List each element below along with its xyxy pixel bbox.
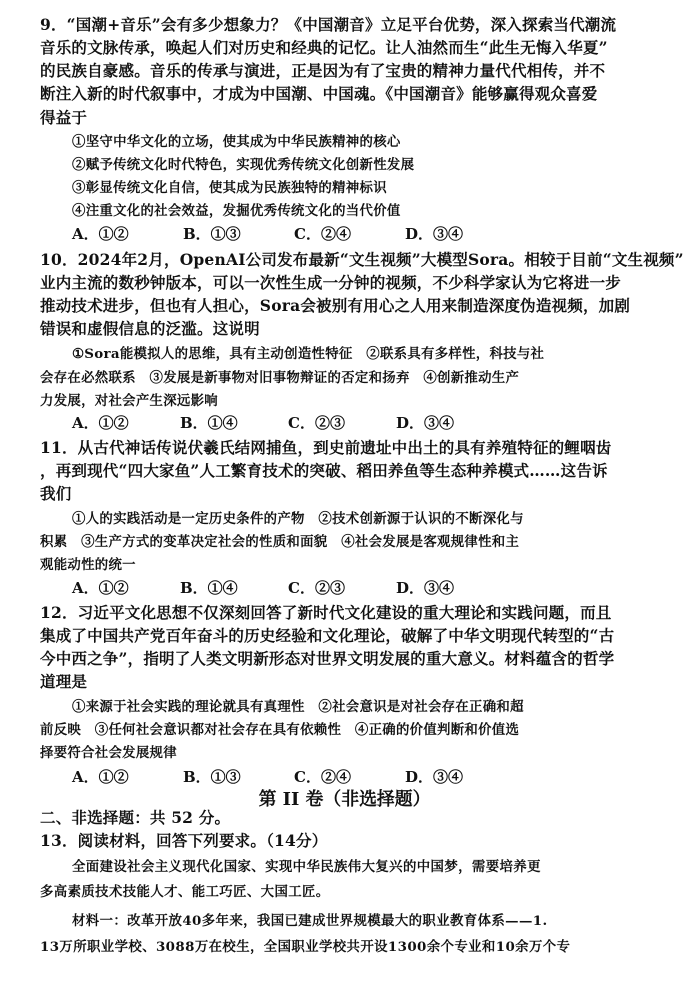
q12-stem-line-1: 12．习近平文化思想不仅深刻回答了新时代文化建设的重大理论和实践问题，而且 <box>40 603 612 622</box>
q13-material-line-3: 材料一：改革开放40多年来，我国已建成世界规模最大的职业教育体系——1. <box>72 913 548 929</box>
q11-stem-line-3: 我们 <box>40 484 72 503</box>
q13-prompt: 13．阅读材料，回答下列要求。（14分） <box>40 831 328 850</box>
q9-stem-line-3: 的民族自豪感。音乐的传承与演进，正是因为有了宝贵的精神力量代代相传，并不 <box>40 61 606 80</box>
q9-stem-line-1: 9．“国潮+音乐”会有多少想象力？《中国潮音》立足平台优势，深入探索当代潮流 <box>40 15 617 34</box>
q11-options-line-3: 观能动性的统一 <box>40 557 136 573</box>
q12-answer-d[interactable]: D．③④ <box>405 768 464 786</box>
q12-stem-line-3: 今中西之争”，指明了人类文明新形态对世界文明发展的重大意义。材料蕴含的哲学 <box>40 649 615 668</box>
q13-material-line-2: 多高素质技术技能人才、能工巧匠、大国工匠。 <box>40 884 330 900</box>
q11-stem-line-1: 11．从古代神话传说伏羲氏结网捕鱼，到史前遗址中出土的具有养殖特征的鲤咽齿 <box>40 438 612 457</box>
q11-answer-a[interactable]: A．①② <box>72 579 129 597</box>
q9-stem-line-2: 音乐的文脉传承，唤起人们对历史和经典的记忆。让人油然而生“此生无悔入华夏” <box>40 38 608 57</box>
q10-options-line-2: 会存在必然联系 ③发展是新事物对旧事物辩证的否定和扬弃 ④创新推动生产 <box>40 370 520 386</box>
q10-answer-d[interactable]: D．③④ <box>396 414 455 432</box>
q12-options-line-2: 前反映 ③任何社会意识都对社会存在具有依赖性 ④正确的价值判断和价值选 <box>40 722 520 738</box>
q12-stem-line-2: 集成了中国共产党百年奋斗的历史经验和文化理论，破解了中华文明现代转型的“古 <box>40 626 615 645</box>
q10-stem-line-1: 10．2024年2月，OpenAI公司发布最新“文生视频”大模型Sora。相较于目前“文生视频” <box>40 250 684 269</box>
q9-answer-row <box>72 223 463 244</box>
q12-answer-b[interactable]: B．①③ <box>183 768 241 786</box>
q9-answer-a[interactable]: A．①② <box>72 225 129 243</box>
q11-answer-c[interactable]: C．②③ <box>288 579 345 597</box>
q10-answer-b[interactable]: B．①④ <box>180 414 238 432</box>
q11-options-line-2: 积累 ③生产方式的变革决定社会的性质和面貌 ④社会发展是客观规律性和主 <box>40 534 520 550</box>
q12-stem-line-4: 道理是 <box>40 672 88 691</box>
q10-options-line-3: 力发展，对社会产生深远影响 <box>40 393 218 409</box>
q11-answer-row <box>72 577 454 598</box>
q9-answer-b[interactable]: B．①③ <box>183 225 241 243</box>
q12-options-line-3: 择要符合社会发展规律 <box>40 745 177 761</box>
q12-answer-a[interactable]: A．①② <box>72 768 129 786</box>
q11-options-line-1: ①人的实践活动是一定历史条件的产物 ②技术创新源于认识的不断深化与 <box>72 511 524 527</box>
q12-answer-c[interactable]: C．②④ <box>294 768 351 786</box>
q11-stem-line-2: ，再到现代“四大家鱼”人工繁育技术的突破、稻田养鱼等生态种养模式……这告诉 <box>40 461 608 480</box>
q9-option-3: ③彰显传统文化自信，使其成为民族独特的精神标识 <box>72 180 387 196</box>
q13-material-line-1: 全面建设社会主义现代化国家、实现中华民族伟大复兴的中国梦，需要培养更 <box>72 859 541 875</box>
part2-title: 第 II 卷（非选择题） <box>258 789 431 810</box>
q10-answer-row <box>72 412 454 433</box>
q11-answer-d[interactable]: D．③④ <box>396 579 455 597</box>
q12-options-line-1: ①来源于社会实践的理论就具有真理性 ②社会意识是对社会存在正确和超 <box>72 699 524 715</box>
q9-answer-d[interactable]: D．③④ <box>405 225 464 243</box>
q9-stem-line-4: 断注入新的时代叙事中，才成为中国潮、中国魂。《中国潮音》能够赢得观众喜爱 <box>40 84 598 103</box>
q10-answer-c[interactable]: C．②③ <box>288 414 345 432</box>
q10-options-line-1: ①Sora能模拟人的思维，具有主动创造性特征 ②联系具有多样性，科技与社 <box>72 346 545 362</box>
q9-answer-c[interactable]: C．②④ <box>294 225 351 243</box>
q9-stem-line-5: 得益于 <box>40 108 88 127</box>
q10-answer-a[interactable]: A．①② <box>72 414 129 432</box>
q10-stem-line-2: 业内主流的数秒钟版本，可以一次性生成一分钟的视频，不少科学家认为它将进一步 <box>40 273 621 292</box>
q10-stem-line-4: 错误和虚假信息的泛滥。这说明 <box>40 319 260 338</box>
q10-stem-line-3: 推动技术进步，但也有人担心，Sora会被别有用心之人用来制造深度伪造视频，加剧 <box>40 296 631 315</box>
q9-option-1: ①坚守中华文化的立场，使其成为中华民族精神的核心 <box>72 134 401 150</box>
q11-answer-b[interactable]: B．①④ <box>180 579 238 597</box>
q12-answer-row <box>72 766 463 787</box>
q9-option-2: ②赋予传统文化时代特色，实现优秀传统文化创新性发展 <box>72 157 415 173</box>
part2-heading: 二、非选择题：共 52 分。 <box>40 808 231 827</box>
q9-option-4: ④注重文化的社会效益，发掘优秀传统文化的当代价值 <box>72 203 401 219</box>
q13-material-line-4: 13万所职业学校、3088万在校生，全国职业学校共开设1300余个专业和10余万个专 <box>40 939 571 955</box>
